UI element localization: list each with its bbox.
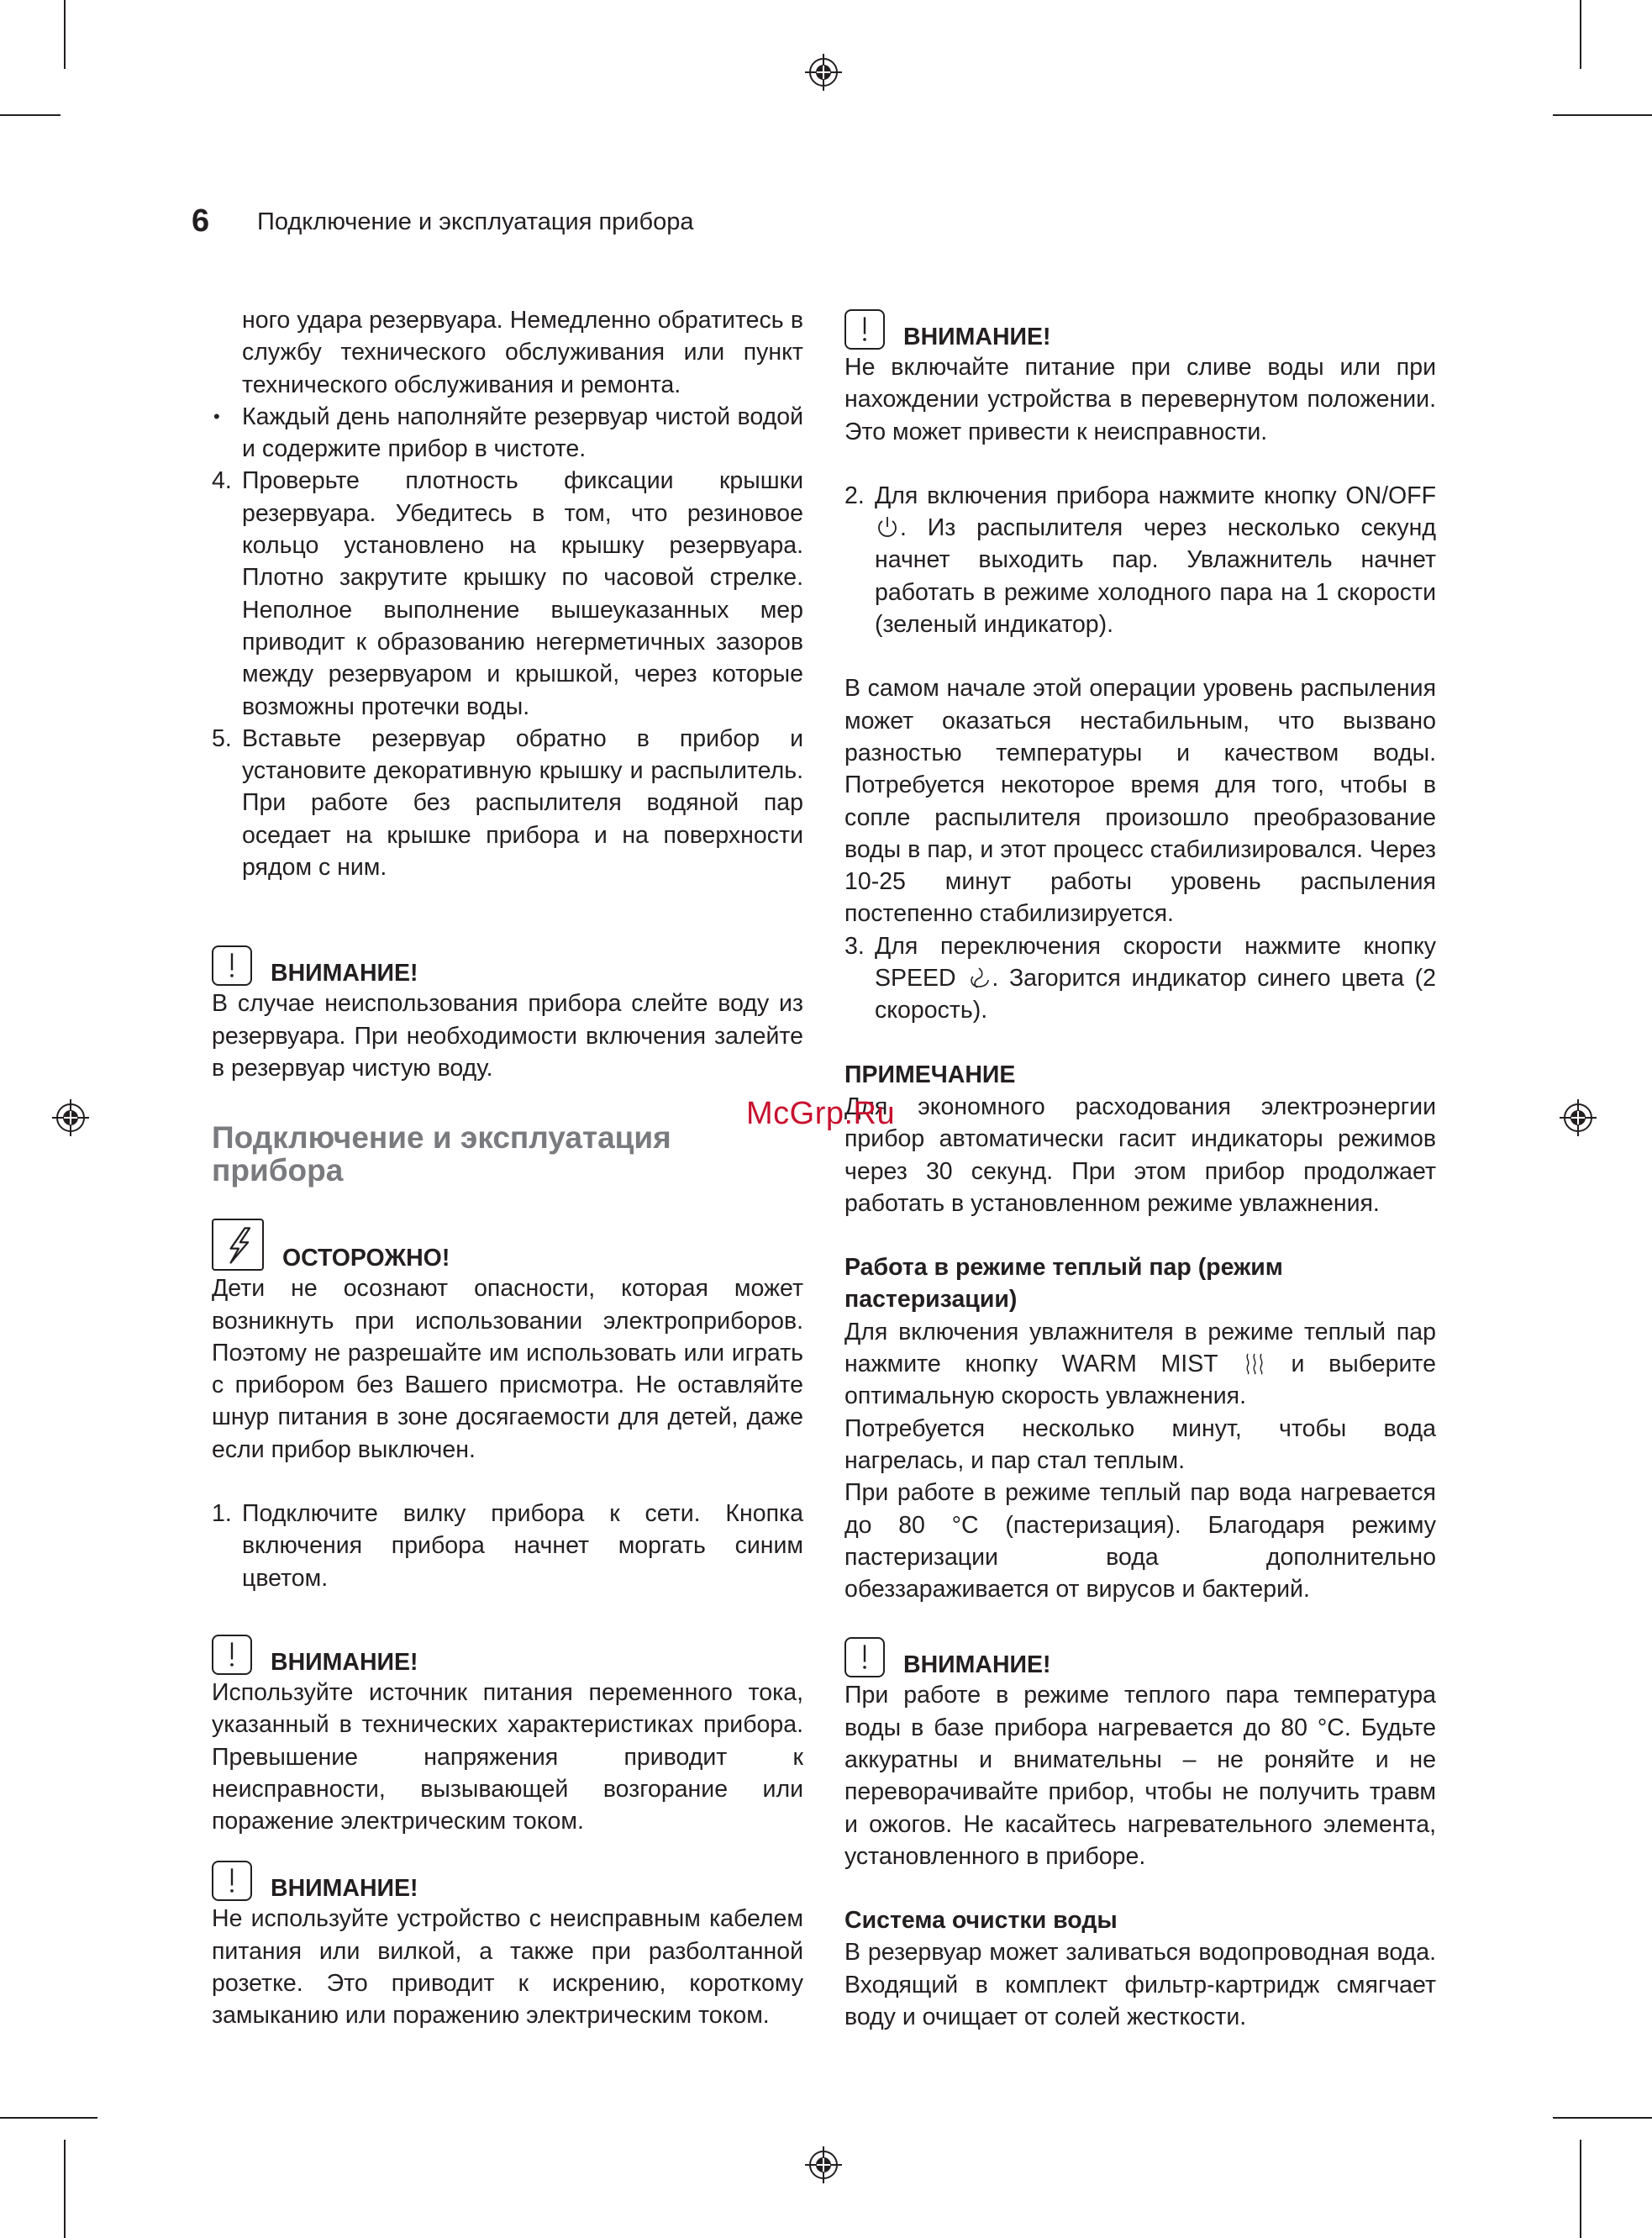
list-item (212, 401, 803, 466)
fan-speed-icon (966, 965, 992, 990)
registration-mark-icon (1560, 1099, 1597, 1136)
list-number: 1. (212, 1500, 232, 1528)
warning-label: ВНИМАНИЕ! (271, 1875, 418, 1903)
warning-label: ВНИМАНИЕ! (271, 1648, 418, 1676)
list-number: 3. (844, 932, 865, 960)
warning-label: ВНИМАНИЕ! (903, 324, 1051, 350)
list-item (212, 723, 803, 883)
list-number: 4. (212, 467, 232, 495)
list-number: 2. (844, 482, 865, 509)
exclamation-icon (844, 1637, 885, 1677)
step-text: . Загорится индикатор синего цвета (2 скорость). (875, 965, 1436, 1024)
warning-heading (844, 1637, 1436, 1677)
warning-text: Не включайте питание при сливе воды или при нахождении устройства в перевернутом положении. Это может привести к неисправности. (844, 354, 1436, 445)
caution-text: Дети не осознают опасности, которая может возникнуть при использовании электроприборов. Поэтому не разрешайте им использовать или играть с прибором без Вашего присмотра. Не оставляйте шнур питания в зоне досягаемости для детей, даже если прибор выключен. (212, 1275, 803, 1463)
warning-heading (212, 1861, 803, 1901)
crop-mark (0, 2117, 97, 2119)
crop-mark (1580, 2140, 1581, 2238)
continued-text: ного удара резервуара. Немедленно обратитесь в службу технического обслуживания или пункт технического обслуживания и ремонта. (242, 307, 803, 398)
registration-mark-icon (805, 2146, 842, 2183)
paragraph: Потребуется несколько минут, чтобы вода нагрелась, и пар стал теплым. (844, 1414, 1436, 1474)
paragraph: При работе в режиме теплый пар вода нагревается до 80 °C (пастеризация). Благодаря режиму пастеризации вода дополнительно обеззараживается от вирусов и бактерий. (844, 1479, 1436, 1603)
exclamation-icon (844, 309, 885, 350)
registration-mark-icon (52, 1099, 89, 1136)
crop-mark (64, 0, 66, 69)
warning-text: В случае неиспользования прибора слейте воду из резервуара. При необходимости включения залейте в резервуар чистую воду. (212, 990, 803, 1082)
section-title: Подключение и эксплуатация прибора (212, 1120, 671, 1188)
warm-mist-icon (1242, 1351, 1267, 1376)
step-text: Подключите вилку прибора к сети. Кнопка включения прибора начнет моргать синим цветом. (242, 1500, 803, 1592)
paragraph (844, 1316, 1436, 1413)
step-text: Проверьте плотность фиксации крышки резервуара. Убедитесь в том, что резиновое кольцо установлено на крышку резервуара. Плотно закрутите крышку по часовой стрелке. Неполное выполнение вышеуказанных мер приводит к образованию негерметичных зазоров между резервуаром и крышкой, через которые возможны протечки воды. (242, 467, 803, 720)
subsection-title: Система очистки воды (844, 1907, 1118, 1935)
bullet-marker: • (213, 405, 220, 427)
list-item (212, 465, 803, 722)
crop-mark (1553, 2117, 1652, 2119)
power-icon (875, 514, 900, 540)
note-text: Для экономного расходования электроэнергии прибор автоматически гасит индикаторы режимов через 30 секунд. При этом прибор продолжает работать в установленном режиме увлажнения. (844, 1093, 1436, 1217)
registration-mark-icon (805, 54, 842, 91)
paragraph: В резервуар может заливаться водопроводная вода. Входящий в комплект фильтр-картридж смягчает воду и очищает от солей жесткости. (844, 1939, 1436, 2031)
electric-shock-icon (212, 1219, 264, 1271)
step-text: . Из распылителя через несколько секунд начнет выходить пар. Увлажнитель начнет работать в режиме холодного пара на 1 скорости (зеленый индикатор). (875, 514, 1436, 639)
note-label: ПРИМЕЧАНИЕ (844, 1061, 1016, 1088)
watermark: McGrp.Ru (746, 1096, 896, 1131)
step-text: Для включения прибора нажмите кнопку ON/OFF (875, 482, 1436, 509)
right-column (844, 309, 1436, 2033)
step-text: Вставьте резервуар обратно в прибор и установите декоративную крышку и распылитель. При работе без распылителя водяной пар оседает на крышке прибора и на поверхности рядом с ним. (242, 724, 803, 882)
list-number: 5. (212, 724, 232, 752)
warning-heading (212, 945, 803, 986)
list-item (212, 1498, 803, 1594)
crop-mark (64, 2140, 66, 2238)
paragraph-text: Для включения увлажнителя в режиме теплый пар нажмите кнопку WARM MIST (844, 1318, 1436, 1378)
caution-label: ОСТОРОЖНО! (282, 1245, 450, 1272)
warning-text: Не используйте устройство с неисправным кабелем питания или вилкой, а также при разболтанной розетке. Это приводит к искрению, короткому замыканию или поражению электрическим током. (212, 1905, 803, 2030)
running-header: Подключение и эксплуатация прибора (257, 208, 694, 235)
paragraph-text: и выберите оптимальную скорость увлажнения. (844, 1351, 1436, 1410)
bullet-text: Каждый день наполняйте резервуар чистой водой и содержите прибор в чистоте. (242, 403, 803, 463)
warning-label: ВНИМАНИЕ! (271, 960, 418, 987)
exclamation-icon (212, 1635, 252, 1675)
page-number: 6 (192, 203, 210, 239)
crop-mark (0, 114, 61, 116)
exclamation-icon (212, 1861, 252, 1901)
warning-heading (212, 1635, 803, 1675)
crop-mark (1553, 114, 1652, 116)
step-text: Для переключения скорости нажмите кнопку SPEED (875, 932, 1436, 993)
caution-heading (212, 1219, 803, 1271)
list-item (844, 930, 1436, 1027)
warning-text: При работе в режиме теплого пара температура воды в базе прибора нагревается до 80 °C. Будьте аккуратны и внимательны – не роняйте и не переворачивайте прибор, чтобы не получить травм и ожогов. Не касайтесь нагревательного элемента, установленного в приборе. (844, 1682, 1436, 1870)
warning-heading (844, 309, 1436, 350)
warning-label: ВНИМАНИЕ! (903, 1651, 1051, 1679)
warning-text: Используйте источник питания переменного тока, указанный в технических характеристиках прибора. Превышение напряжения приводит к неисправности, вызывающей возгорание или поражение электрическим током. (212, 1678, 803, 1835)
subsection-title: Работа в режиме теплый пар (режим пастеризации) (844, 1254, 1283, 1314)
list-item (844, 480, 1436, 640)
crop-mark (1580, 0, 1581, 69)
paragraph: В самом начале этой операции уровень распыления может оказаться нестабильным, что вызвано разностью температуры и качеством воды. Потребуется некоторое время для того, чтобы в сопле распылителя произошло преобразование воды в пар, и этот процесс стабилизировался. Через 10-25 минут работы уровень распыления постепенно стабилизируется. (844, 675, 1436, 928)
exclamation-icon (212, 945, 252, 986)
left-column (212, 304, 803, 2032)
